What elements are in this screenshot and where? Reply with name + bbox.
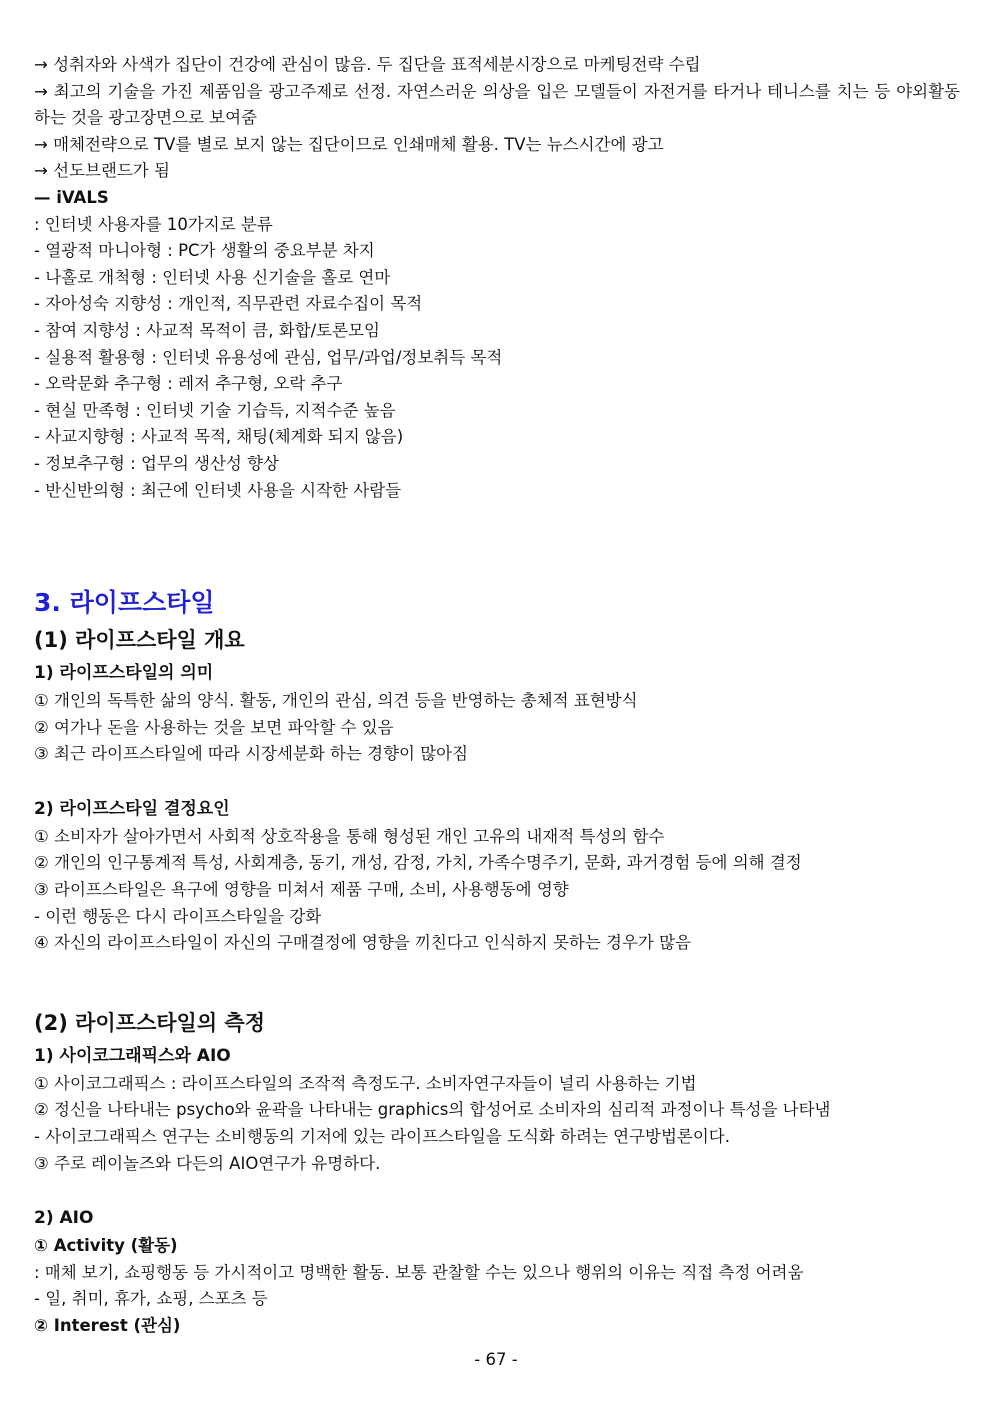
text-line: : 매체 보기, 쇼핑행동 등 가시적이고 명백한 활동. 보통 관찰할 수는 있으나 행위의 이유는 직접 측정 어려움 — [34, 1262, 804, 1282]
part-title: 1) 사이코그래픽스와 AIO — [34, 1045, 231, 1066]
list-item: ① 소비자가 살아가면서 사회적 상호작용을 통해 형성된 개인 고유의 내재적 특성의 함수 — [34, 826, 665, 846]
text-line: → 성취자와 사색가 집단이 건강에 관심이 많음. 두 집단을 표적세분시장으로 마케팅전략 수립 — [34, 55, 701, 74]
list-item: - 이런 행동은 다시 라이프스타일을 강화 — [34, 906, 322, 926]
list-item: ③ 주로 레이놀즈와 다든의 AIO연구가 유명하다. — [34, 1153, 381, 1173]
list-item: - 반신반의형 : 최근에 인터넷 사용을 시작한 사람들 — [34, 480, 402, 500]
list-item: - 일, 취미, 휴가, 쇼핑, 스포츠 등 — [34, 1289, 268, 1309]
text-line: → 최고의 기술을 가진 제품임을 광고주제로 선정. 자연스러운 의상을 입은 모델들이 자전거를 타거나 테니스를 치는 등 야외활동하는 것을 광고장면으로 보여줌 — [34, 81, 960, 128]
list-item: - 열광적 마니아형 : PC가 생활의 중요부분 차지 — [34, 241, 375, 261]
spacer — [34, 768, 960, 794]
list-item: ② 정신을 나타내는 psycho와 윤곽을 나타내는 graphics의 합성어로 소비자의 심리적 과정이나 특성을 나타냄 — [34, 1100, 831, 1120]
text-line: : 인터넷 사용자를 10가지로 분류 — [34, 214, 273, 234]
part-title: 1) 라이프스타일의 의미 — [34, 663, 214, 684]
spacer — [34, 1177, 960, 1203]
ivals-heading: — iVALS — [34, 187, 109, 207]
spacer — [34, 957, 960, 1005]
list-item: - 자아성숙 지향성 : 개인적, 직무관련 자료수집이 목적 — [34, 294, 423, 314]
list-item: - 나홀로 개척형 : 인터넷 사용 신기술을 홀로 연마 — [34, 267, 391, 287]
page-number: - 67 - — [474, 1350, 518, 1369]
list-item: ② 여가나 돈을 사용하는 것을 보면 파악할 수 있음 — [34, 717, 394, 737]
part-title: 2) 라이프스타일 결정요인 — [34, 798, 230, 819]
subsection-title: (1) 라이프스타일 개요 — [34, 628, 245, 653]
subsection-title: (2) 라이프스타일의 측정 — [34, 1010, 266, 1035]
list-item: ① 사이코그래픽스 : 라이프스타일의 조작적 측정도구. 소비자연구자들이 널리 사용하는 기법 — [34, 1073, 697, 1093]
list-item: ④ 자신의 라이프스타일이 자신의 구매결정에 영향을 끼친다고 인식하지 못하는 경우가 많음 — [34, 933, 691, 953]
document-page — [34, 52, 960, 1340]
list-item: ② 개인의 인구통계적 특성, 사회계층, 동기, 개성, 감정, 가치, 가족수명주기, 문화, 과거경험 등에 의해 결정 — [34, 853, 802, 873]
list-item: - 사이코그래픽스 연구는 소비행동의 기저에 있는 라이프스타일을 도식화 하려는 연구방법론이다. — [34, 1127, 730, 1147]
part-title: 2) AIO — [34, 1208, 94, 1229]
item-heading: ② Interest (관심) — [34, 1316, 181, 1335]
list-item: - 현실 만족형 : 인터넷 기술 기습득, 지적수준 높음 — [34, 400, 396, 420]
section-title: 3. 라이프스타일 — [34, 588, 215, 618]
list-item: - 참여 지향성 : 사교적 목적이 큼, 화합/토론모임 — [34, 320, 380, 340]
spacer — [34, 504, 960, 584]
list-item: ③ 최근 라이프스타일에 따라 시장세분화 하는 경향이 많아짐 — [34, 744, 469, 764]
item-heading: ① Activity (활동) — [34, 1236, 178, 1256]
list-item: ③ 라이프스타일은 욕구에 영향을 미쳐서 제품 구매, 소비, 사용행동에 영향 — [34, 880, 569, 900]
list-item: - 사교지향형 : 사교적 목적, 채팅(체계화 되지 않음) — [34, 427, 404, 447]
list-item: - 정보추구형 : 업무의 생산성 향상 — [34, 453, 279, 473]
text-line: → 선도브랜드가 됨 — [34, 161, 170, 181]
text-line: → 매체전략으로 TV를 별로 보지 않는 집단이므로 인쇄매체 활용. TV는 뉴스시간에 광고 — [34, 134, 664, 154]
list-item: - 실용적 활용형 : 인터넷 유용성에 관심, 업무/과업/정보취득 목적 — [34, 347, 503, 367]
list-item: - 오락문화 추구형 : 레저 추구형, 오락 추구 — [34, 374, 343, 394]
list-item: ① 개인의 독특한 삶의 양식. 활동, 개인의 관심, 의견 등을 반영하는 총체적 표현방식 — [34, 691, 638, 711]
